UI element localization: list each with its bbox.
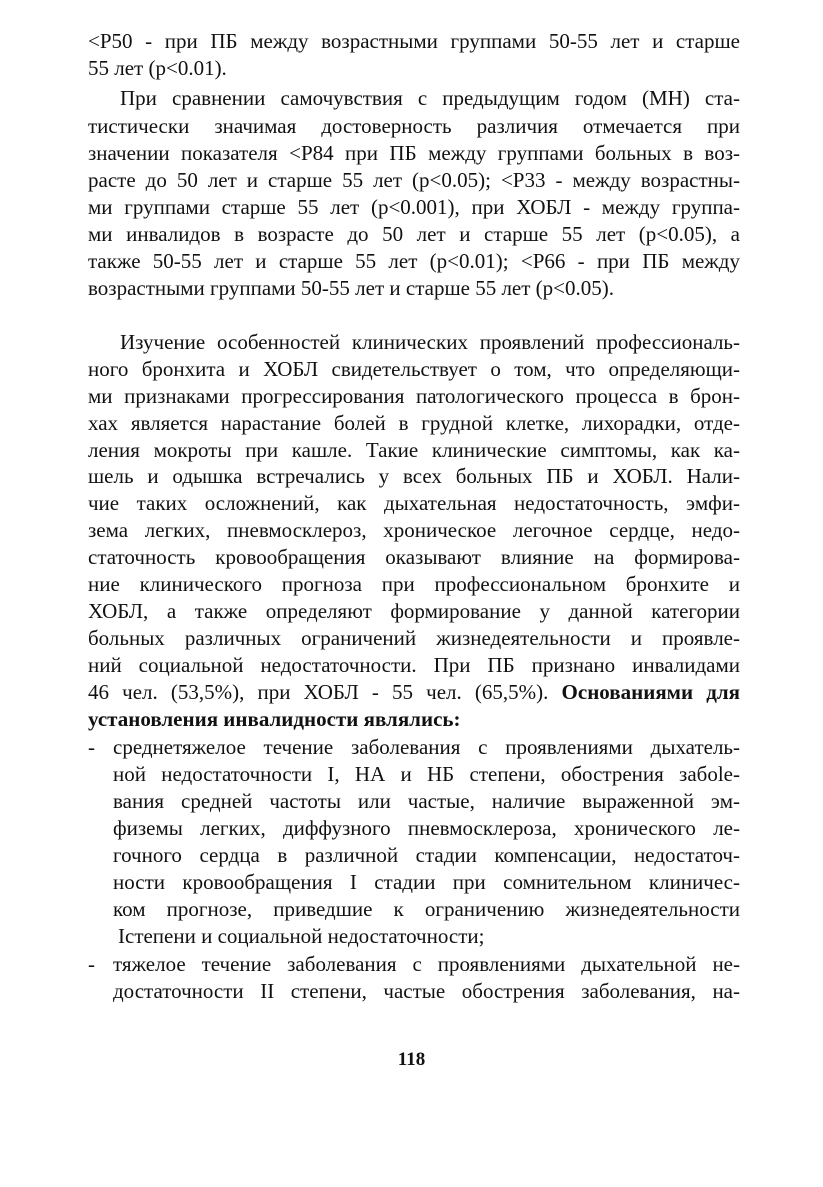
- text-line: ний социальной недостаточности. При ПБ признано инвалидами: [88, 653, 740, 677]
- text-line: ми группами старше 55 лет (р<0.001), при ХОБЛ - между группа-: [88, 195, 740, 219]
- text-line: Iстепени и социальной недостаточности;: [118, 924, 485, 948]
- text-line: больных различных ограничений жизнедеятельности и проявле-: [88, 626, 740, 650]
- text-line: При сравнении самочувствия с предыдущим годом (МН) ста-: [120, 86, 740, 110]
- page-number: 118: [397, 1049, 426, 1070]
- text-line: вания средней частоты или частые, наличие выраженной эм-: [113, 789, 740, 813]
- text-line: ми инвалидов в возрасте до 50 лет и старше 55 лет (р<0.05), а: [88, 222, 740, 246]
- text-line: достаточности II степени, частые обострения заболевания, на-: [113, 979, 740, 1003]
- text-line: также 50-55 лет и старше 55 лет (р<0.01); <P66 - при ПБ между: [88, 249, 740, 273]
- text-line: тяжелое течение заболевания с проявлениями дыхательной не-: [113, 952, 740, 976]
- text-line: чие таких осложнений, как дыхательная недостаточность, эмфи-: [88, 491, 740, 515]
- text-line: возрастными группами 50-55 лет и старше 55 лет (р<0.05).: [88, 276, 615, 300]
- text-run: 46 чел. (53,5%), при ХОБЛ - 55 чел. (65,5%).: [88, 680, 549, 704]
- bold-text-line: установления инвалидности являлись:: [88, 707, 461, 731]
- text-line: [88, 679, 740, 706]
- text-line: значении показателя <P84 при ПБ между группами больных в воз-: [88, 141, 740, 165]
- text-line: ной недостаточности I, НА и НБ степени, обострения забole-: [113, 762, 740, 786]
- text-line: Изучение особенностей клинических проявлений профессиональ-: [120, 330, 740, 354]
- text-line: среднетяжелое течение заболевания с проявлениями дыхатель-: [113, 735, 740, 759]
- list-bullet: -: [88, 952, 95, 976]
- text-line: ности кровообращения I стадии при сомнительном клиничес-: [113, 870, 740, 894]
- text-line: ние клинического прогноза при профессиональном бронхите и: [88, 572, 740, 596]
- text-line: ного бронхита и ХОБЛ свидетельствует о том, что определяющи-: [88, 357, 740, 381]
- text-line: <P50 - при ПБ между возрастными группами 50-55 лет и старше: [88, 29, 740, 53]
- text-line: ком прогнозе, приведшие к ограничению жизнедеятельности: [113, 897, 740, 921]
- text-line: ления мокроты при кашле. Такие клинические симптомы, как ка-: [88, 438, 740, 462]
- text-line: хах является нарастание болей в грудной клетке, лихорадки, отде-: [88, 411, 740, 435]
- text-line: 55 лет (р<0.01).: [88, 56, 227, 80]
- text-line: физемы легких, диффузного пневмосклероза, хронического ле-: [113, 816, 740, 840]
- text-line: ХОБЛ, а также определяют формирование у данной категории: [88, 599, 740, 623]
- text-line: шель и одышка встречались у всех больных ПБ и ХОБЛ. Нали-: [88, 464, 740, 488]
- text-line: расте до 50 лет и старше 55 лет (р<0.05); <P33 - между возрастны-: [88, 168, 740, 192]
- text-line: гочного сердца в различной стадии компенсации, недостаточ-: [113, 843, 740, 867]
- list-bullet: -: [88, 735, 95, 759]
- bold-text-run: Основаниями для: [561, 680, 740, 704]
- text-line: тистически значимая достоверность различия отмечается при: [88, 114, 740, 138]
- text-line: зема легких, пневмосклероз, хроническое легочное сердце, недо-: [88, 518, 740, 542]
- text-line: ми признаками прогрессирования патологического процесса в брон-: [88, 384, 740, 408]
- text-line: статочность кровообращения оказывают влияние на формирова-: [88, 545, 740, 569]
